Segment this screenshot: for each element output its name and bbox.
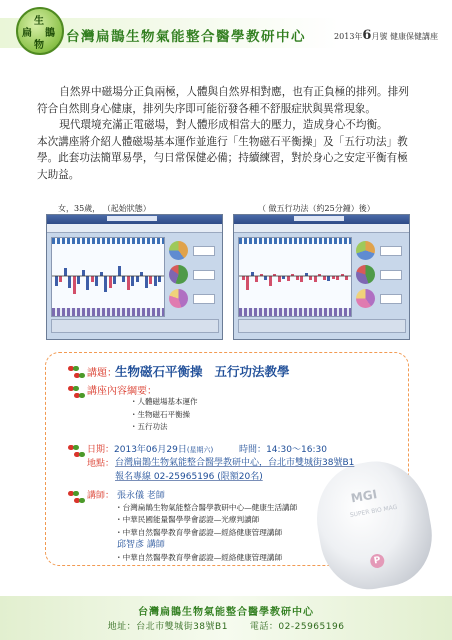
footer-phone: 電話：02-25965196 <box>249 622 345 632</box>
stone-logo: P <box>369 553 385 569</box>
status-strip <box>238 319 406 333</box>
outline-item: ・人體磁場基本運作 <box>130 397 198 406</box>
tick-strip <box>239 308 351 316</box>
date-label: 日期： <box>87 445 115 455</box>
credential-item: ・台灣扁鵲生物氣能整合醫學教研中心—健康生活講師 <box>115 503 298 512</box>
window-titlebar <box>234 215 409 224</box>
value-box <box>380 246 402 256</box>
pie-graphic <box>356 241 375 260</box>
tick-strip <box>52 308 164 316</box>
intro-paragraph: 現代環境充滿正電磁場，對人體形成相當大的壓力，造成身心不均衡。 <box>59 119 388 132</box>
page-header <box>0 0 452 60</box>
pill-bullet-icon <box>74 497 85 504</box>
measurement-plot <box>51 237 165 317</box>
issue-suffix: 月號 健康保健講座 <box>371 32 438 41</box>
status-strip <box>51 319 219 333</box>
screenshot-after <box>233 214 410 340</box>
right-screenshot-caption: （ 做五行功法（約25分鐘）後） <box>258 204 375 213</box>
date-weekday: (星期六) <box>186 446 214 454</box>
pill-bullet-icon <box>68 385 79 392</box>
credential-item: ・中華民國能量醫學學會認證—光療判讀師 <box>115 515 260 525</box>
bar-group <box>242 272 348 290</box>
teacher-name: 張永儀 老師 <box>117 491 165 501</box>
logo-char: 生 <box>34 16 44 27</box>
outline-list <box>130 396 198 434</box>
logo-char: 扁 <box>22 28 32 39</box>
left-screenshot-caption: 女，35歲， （起始狀態） <box>58 204 151 213</box>
value-box <box>380 294 402 304</box>
footer-contact <box>0 619 452 632</box>
intro-text <box>37 84 415 184</box>
organization-logo <box>16 7 64 55</box>
date-line <box>87 442 327 455</box>
time-label: 時間： <box>239 445 267 455</box>
logo-char: 鵲 <box>45 28 55 39</box>
value-box <box>193 294 215 304</box>
pill-bullet-icon <box>74 372 85 379</box>
place-label: 地點： <box>87 459 115 469</box>
pill-bullet-icon <box>74 451 85 458</box>
course-title-b: 五行功法教學 <box>214 364 290 379</box>
outline-item: ・五行功法 <box>130 422 168 432</box>
stone-brand: MGI <box>349 487 379 506</box>
pie-graphic <box>356 289 375 308</box>
value-box <box>193 270 215 280</box>
pill-bullet-icon <box>74 392 85 399</box>
course-title <box>115 362 290 380</box>
bars-graphic <box>239 238 351 316</box>
credential-item: ・中華自然醫學教育學會認證—經絡健康管理講師 <box>115 552 283 562</box>
pie-graphic <box>169 265 188 284</box>
course-title-a: 生物磁石平衡操 <box>115 364 203 379</box>
window-menubar <box>234 224 409 233</box>
window-menubar <box>47 224 222 233</box>
topic-label: 講題： <box>87 368 117 379</box>
logo-char: 物 <box>34 40 44 51</box>
stone-sub: SUPER BIO MAG <box>349 503 398 519</box>
bar-group <box>55 266 161 294</box>
date-value: 2013年06月29日 <box>114 445 187 455</box>
pill-bullet-icon <box>68 444 79 451</box>
intro-paragraph: 自然界中磁場分正負兩極，人體與自然界相對應，也有正負極的排列。排列符合自然則身心健康，排列失序即可能衍發各種不舒服症狀與異常現象。 <box>37 86 409 115</box>
screenshot-before <box>46 214 223 340</box>
outline-item: ・生物磁石平衡操 <box>130 409 190 419</box>
pill-bullet-icon <box>68 365 79 372</box>
pie-graphic <box>356 265 375 284</box>
place-value: 台灣扁鵲生物氣能整合醫學教研中心，台北市雙城街38號B1 <box>115 458 355 468</box>
pie-graphic <box>169 289 188 308</box>
place-block <box>115 456 354 484</box>
value-box <box>193 246 215 256</box>
measurement-plot <box>238 237 352 317</box>
teacher-label: 講師： <box>87 491 115 501</box>
assistant-name: 邱智彥 講師 <box>117 540 165 551</box>
signup-line: 報名專線 02-25965196 (限額20名) <box>115 472 263 482</box>
issue-month: 6 <box>362 28 372 43</box>
pill-bullet-icon <box>68 490 79 497</box>
value-box <box>380 270 402 280</box>
issue-year: 2013年 <box>334 32 363 41</box>
window-titlebar <box>47 215 222 224</box>
issue-label <box>334 28 438 43</box>
bars-graphic <box>52 238 164 316</box>
teacher-credentials <box>115 502 297 564</box>
credential-item: ・中華自然醫學教育學會認證—經絡健康管理講師 <box>115 527 283 537</box>
footer-org-name: 台灣扁鵲生物氣能整合醫學教研中心 <box>138 607 314 618</box>
outline-label: 講座內容綱要： <box>87 386 157 397</box>
time-value: 14:30～16:30 <box>266 445 327 455</box>
organization-name: 台灣扁鵲生物氣能整合醫學教研中心 <box>66 29 306 45</box>
intro-paragraph: 本次講座將介紹人體磁場基本運作並進行「生物磁石平衡操」及「五行功法」教學。此套功法簡單易學，勻日常保健必備；持續練習，對於身心之安定平衡有極大助益。 <box>37 135 408 181</box>
footer-address: 地址：台北市雙城街38號B1 <box>107 622 228 632</box>
pie-graphic <box>169 241 188 260</box>
